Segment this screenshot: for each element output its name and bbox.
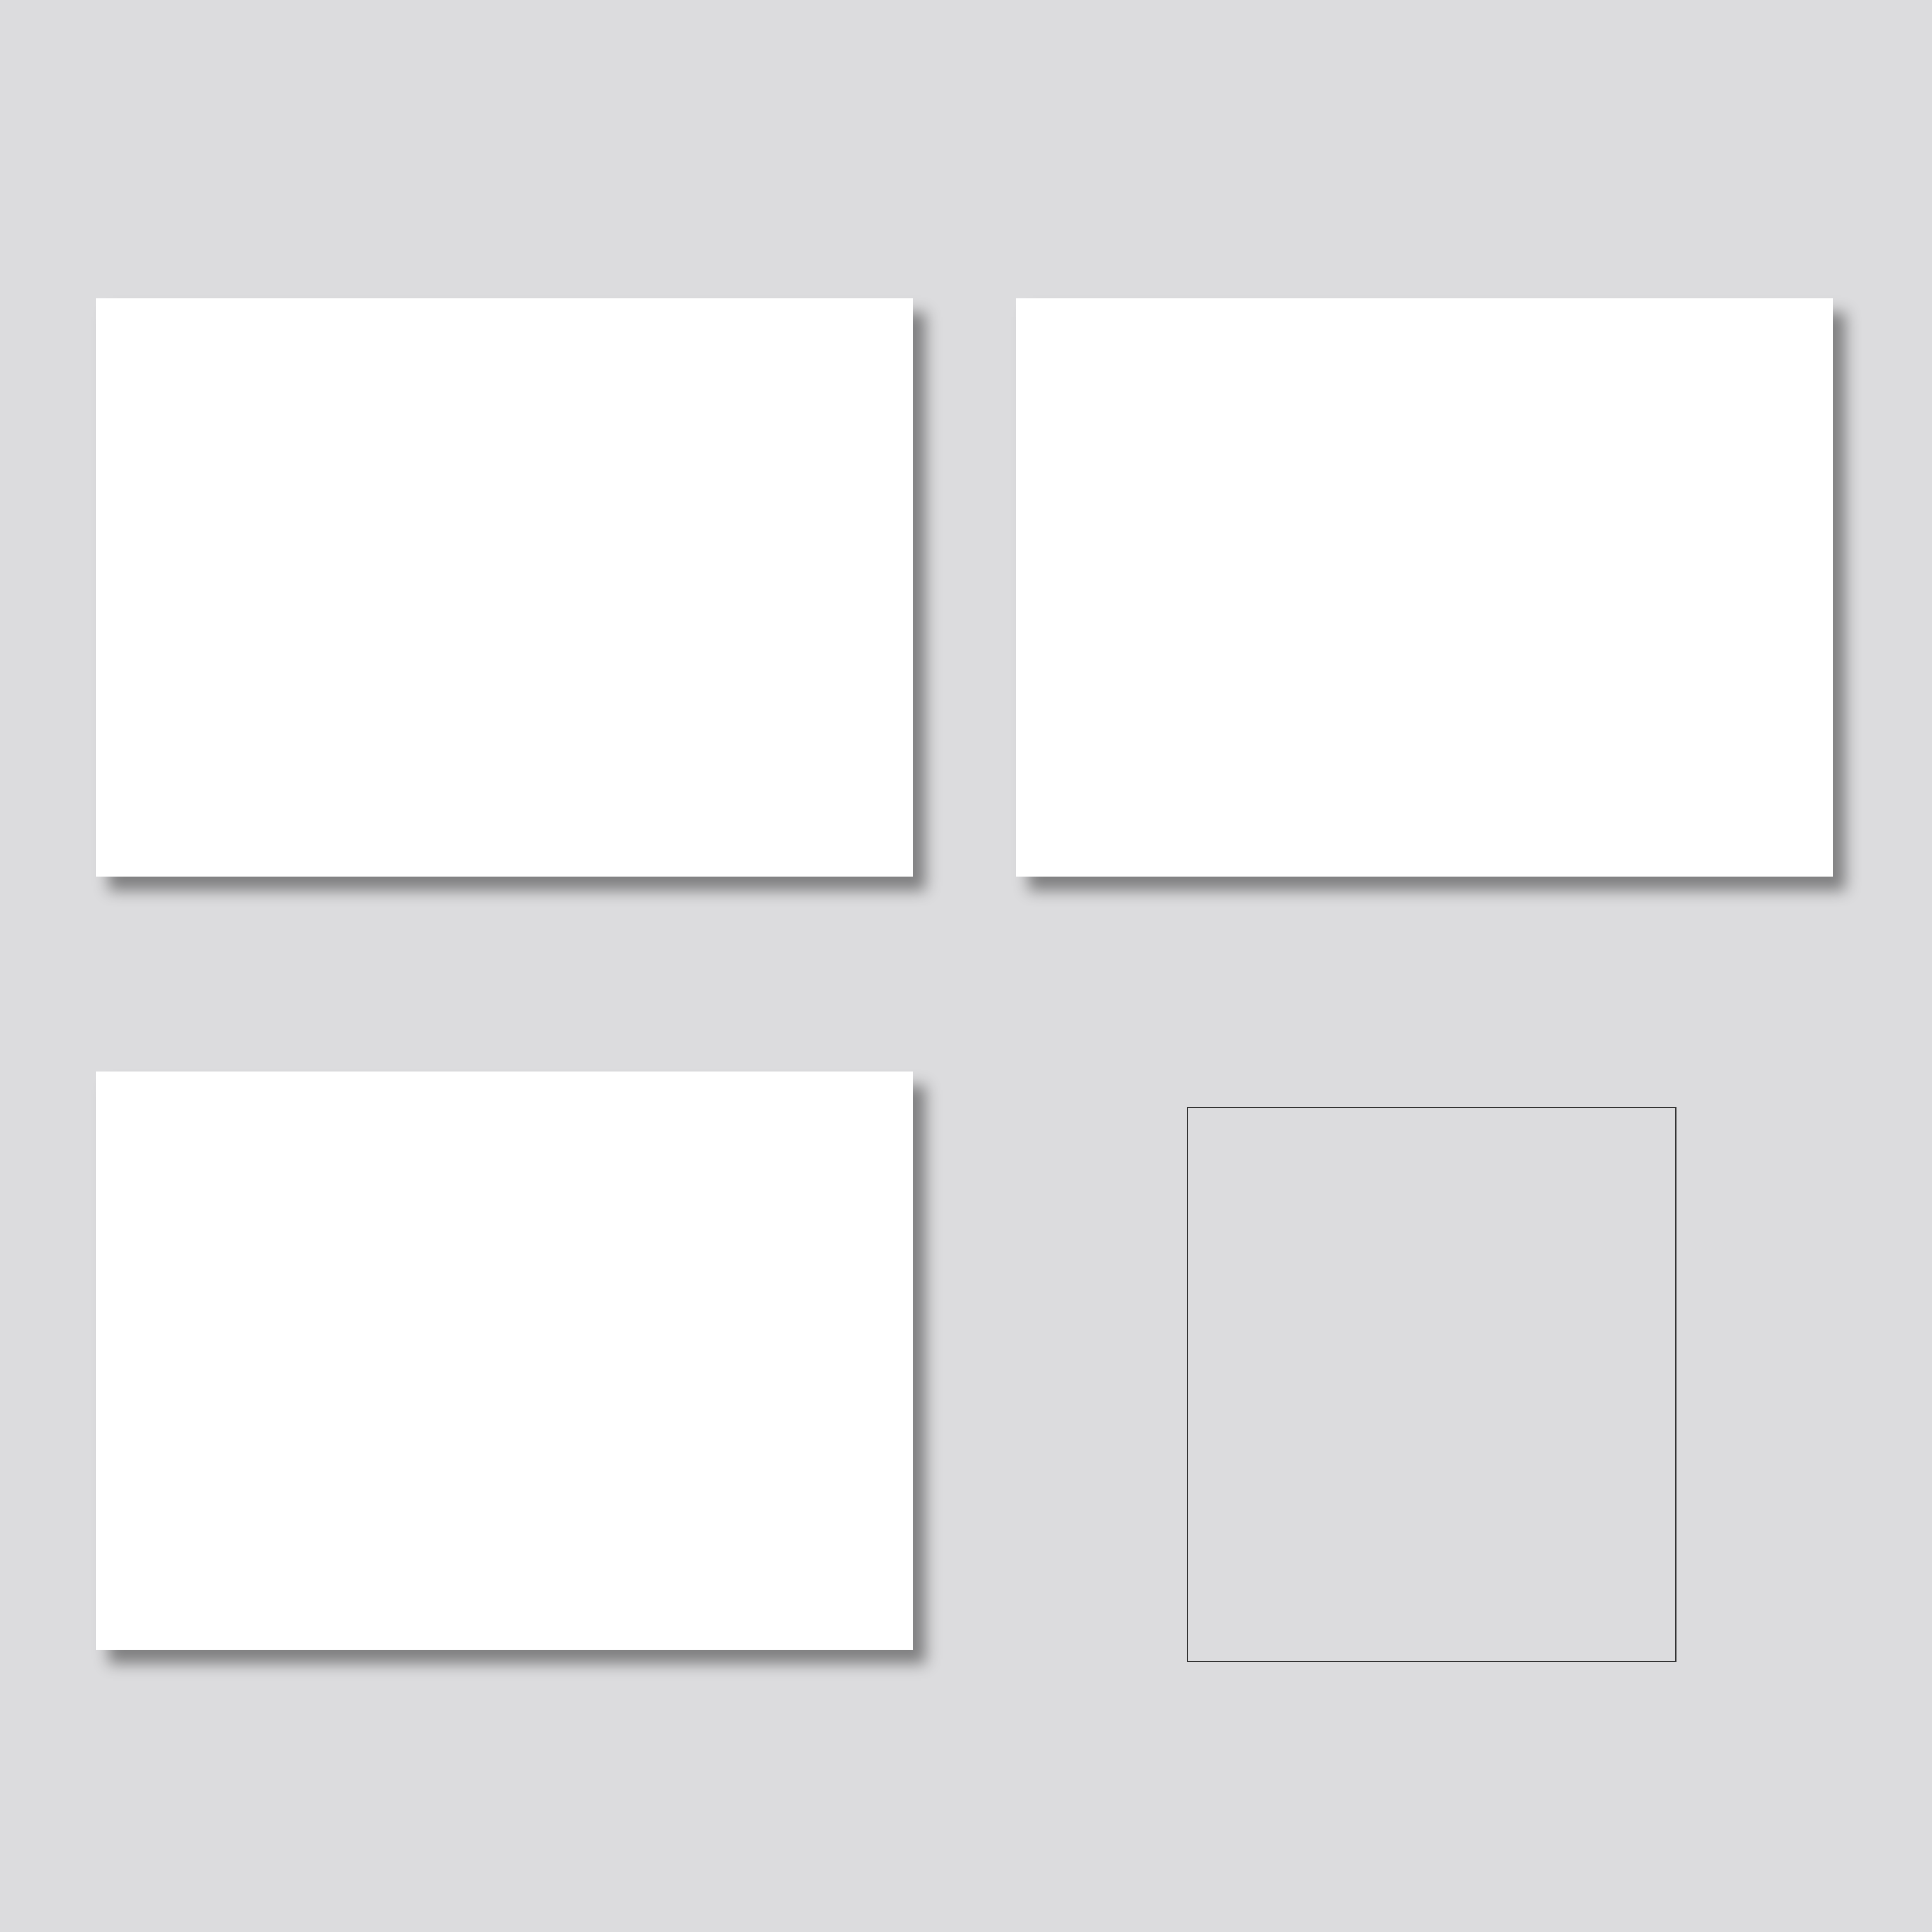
info-box: [1187, 1107, 1676, 1662]
seating-card-sn2[interactable]: [1016, 298, 1833, 877]
seating-card-sn1[interactable]: [96, 298, 913, 877]
seating-card-sn3[interactable]: [96, 1072, 913, 1650]
